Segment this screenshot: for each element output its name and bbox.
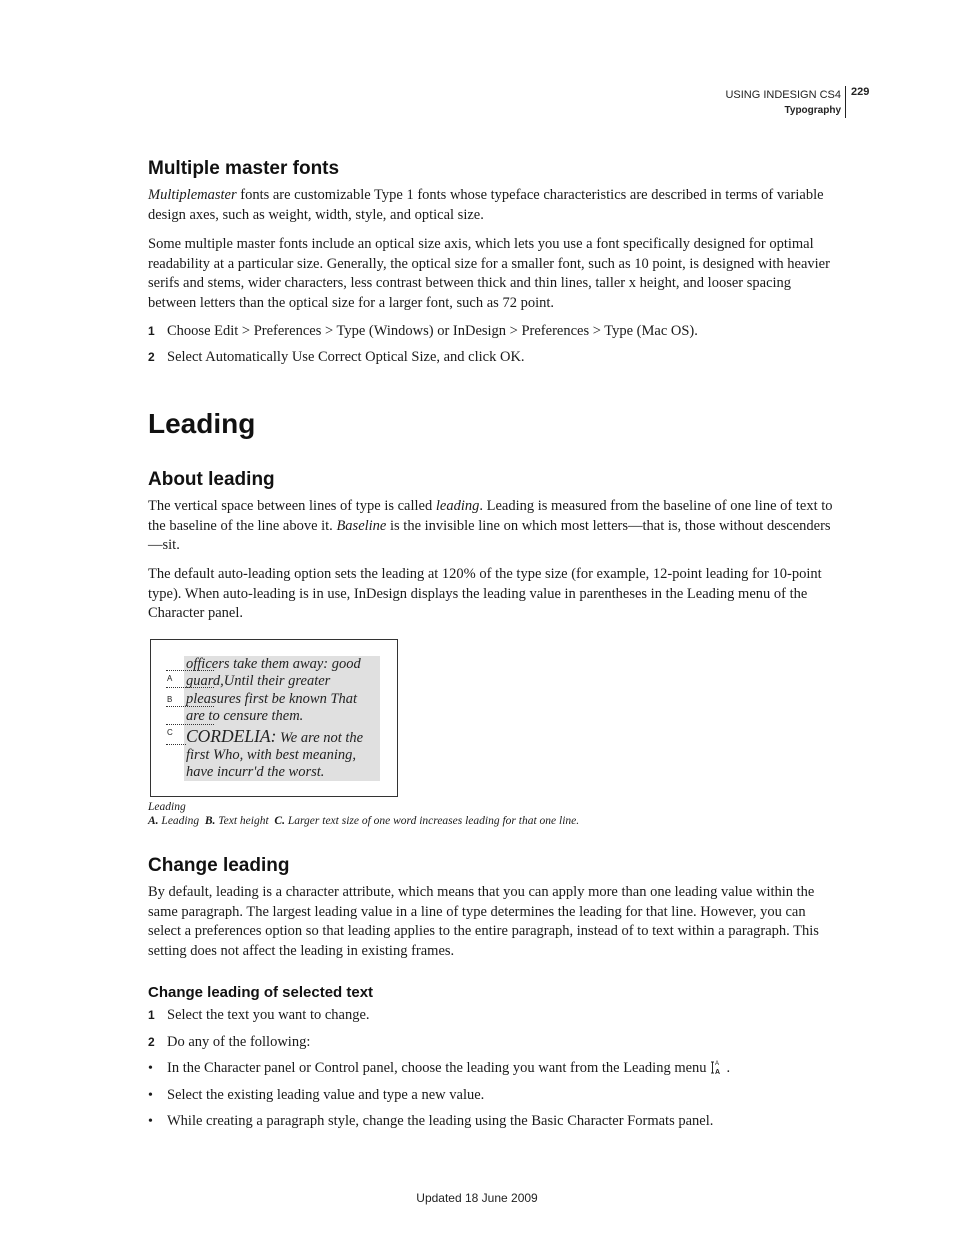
legend-key: C. [274, 815, 285, 827]
figure-marker-a: A [167, 674, 173, 683]
paragraph-text: The vertical space between lines of type is called [148, 498, 436, 514]
bullet-marker: • [148, 1088, 153, 1103]
step-number: 2 [148, 350, 155, 364]
chapter-heading-leading: Leading [148, 408, 256, 439]
leading-guide-line [166, 744, 186, 745]
figure-caption-title: Leading [148, 801, 186, 813]
step-text: Choose Edit > Preferences > Type (Windows) or InDesign > Preferences > Type (Mac OS). [167, 323, 698, 339]
paragraph-text: . Leading is measured from the baseline of one line of text to the baseline of the line above it. [148, 498, 833, 534]
legend-text: Leading [161, 815, 200, 827]
figure-text-line: are to censure them. [186, 708, 304, 724]
svg-text:A: A [714, 1061, 719, 1067]
section-heading-multiple-master: Multiple master fonts [148, 158, 340, 179]
legend-key: B. [204, 815, 216, 827]
paragraph-text: is the invisible line on which most letters—that is, those without descenders—sit. [148, 517, 831, 553]
figure-text-line: pleasures first be known That [186, 691, 358, 707]
running-header-product: USING INDESIGN CS4 [725, 89, 841, 101]
figure-text-line: guard,Until their greater [186, 673, 331, 689]
figure-text-line-rest: We are not the [276, 730, 364, 746]
legend-key: A. [148, 815, 159, 827]
legend-text: Larger text size of one word increases leading for that one line. [287, 815, 580, 827]
bullet-text: While creating a paragraph style, change the leading using the Basic Character Formats panel. [167, 1113, 714, 1129]
step-number: 2 [148, 1035, 155, 1049]
page-number: 229 [851, 86, 870, 98]
paragraph-change-leading: By default, leading is a character attribute, which means that you can apply more than one leading value within the same paragraph. The largest leading value in a line of type determines the leading for that line. However, you can select a preferences option so that leading applies to the entire paragraph, instead of to text within a paragraph. This setting does not affect the leading in existing frames. [148, 884, 819, 959]
step-number: 1 [148, 324, 155, 338]
figure-text-line: have incurr'd the worst. [186, 764, 325, 780]
section-heading-change-leading: Change leading [148, 855, 290, 876]
bullet-text [167, 1059, 730, 1079]
figure-text-line: first Who, with best meaning, [186, 747, 356, 763]
bullet-marker: • [148, 1061, 153, 1076]
paragraph-multiple-master-intro [148, 186, 842, 225]
figure-large-word: CORDELIA: [186, 726, 277, 746]
term-multiplemaster: Multiplemaster [148, 187, 237, 203]
figure-marker-b: B [167, 695, 173, 704]
subsection-heading-selected-text: Change leading of selected text [148, 984, 374, 1001]
figure-text-line [186, 728, 363, 747]
svg-text:A: A [714, 1069, 720, 1075]
paragraph-optical-size: Some multiple master fonts include an optical size axis, which lets you use a font specifically designed for optimal readability at a particular size. Generally, the optical size for a smaller font, such as 10 point, is designed with heavier serifs and stems, wider characters, less contrast between thick and thin lines, taller x height, and looser spacing between letters than the optical size for a larger font, such as 72 point. [148, 236, 830, 311]
step-text: Do any of the following: [167, 1034, 311, 1050]
page-footer: Updated 18 June 2009 [416, 1191, 538, 1205]
paragraph-text: fonts are customizable Type 1 fonts whose typeface characteristics are described in terms of variable design axes, such as weight, width, style, and optical size. [148, 187, 824, 223]
figure-caption-legend [148, 814, 579, 828]
header-divider [845, 86, 846, 118]
step-text: Select Automatically Use Correct Optical Size, and click OK. [167, 349, 525, 365]
term-leading: leading [435, 498, 480, 514]
bullet-text-end: . [726, 1060, 731, 1076]
paragraph-auto-leading: The default auto-leading option sets the leading at 120% of the type size (for example, 12-point leading for 10-point type). When auto-leading is in use, InDesign displays the leading value in parentheses in the Leading menu of the Character panel. [148, 566, 822, 621]
paragraph-about-leading [148, 497, 842, 556]
bullet-text-content: In the Character panel or Control panel, choose the leading you want from the Leading menu [167, 1060, 707, 1076]
step-number: 1 [148, 1008, 155, 1022]
figure-text-line: officers take them away: good [186, 656, 361, 672]
figure-marker-c: C [167, 728, 173, 737]
legend-text: Text height [218, 815, 269, 827]
section-heading-about-leading: About leading [148, 469, 275, 490]
running-header-section: Typography [784, 105, 841, 116]
step-text: Select the text you want to change. [167, 1007, 370, 1023]
bullet-text: Select the existing leading value and type a new value. [167, 1087, 485, 1103]
leading-menu-icon [711, 1059, 725, 1075]
term-baseline: Baseline [336, 517, 387, 534]
bullet-marker: • [148, 1114, 153, 1129]
